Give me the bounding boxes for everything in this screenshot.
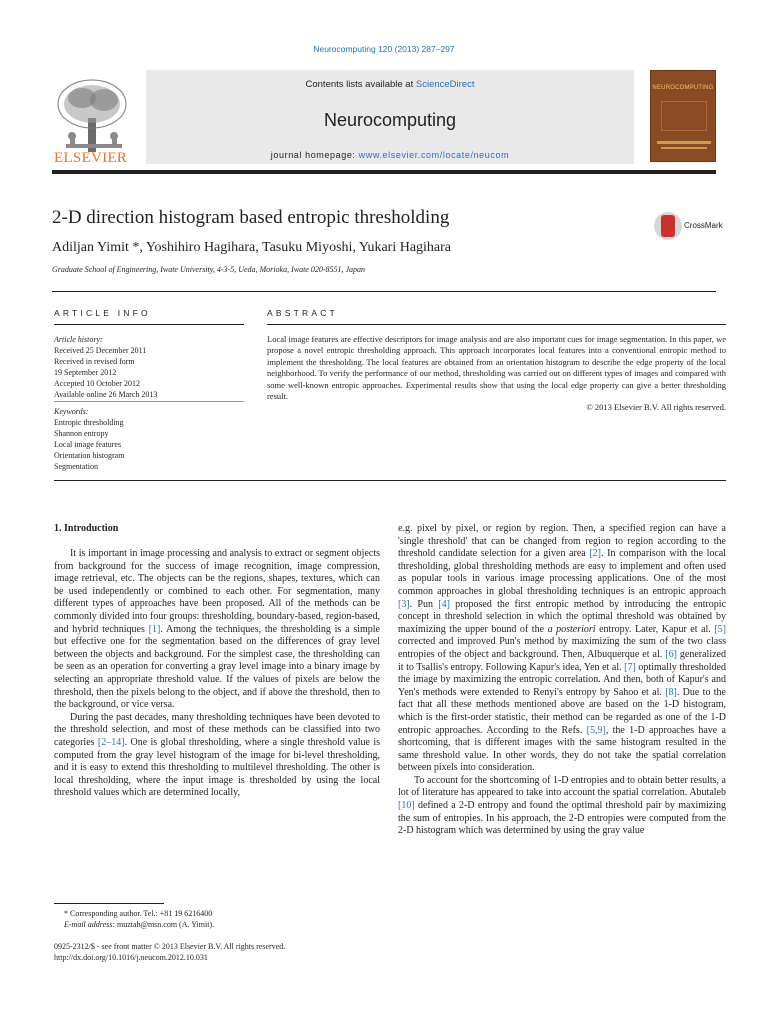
abstract-text: Local image features are effective descriptors for image analysis and are also important cues for image segmentation. In this paper, we propose a novel entropic thresholding approach. This approach incorporates local features into a conventional entropic method to implement the thresholding. The local features are obtained from an orientation histogram to describe the edge property of the local neighborhood. To verify the performance of our method, thresholding was carried out on different types of images and compared with some well-known entropic approaches. Experimental results show that using the local edge property can give a better thresholding result. (267, 334, 726, 402)
article-info-rule (54, 324, 244, 325)
contents-line (146, 79, 634, 90)
citation-link[interactable]: [10] (398, 800, 415, 812)
cover-title: NEUROCOMPUTING (652, 85, 714, 91)
citation-link[interactable]: [2] (589, 548, 602, 560)
citation-link[interactable]: [3] (398, 598, 410, 610)
info-divider (54, 401, 244, 402)
header-divider (52, 291, 716, 292)
crossmark-icon (654, 212, 682, 240)
author-list[interactable]: Adiljan Yimit *, Yoshihiro Hagihara, Tasuku Miyoshi, Yukari Hagihara (52, 240, 452, 255)
email-address[interactable]: muztah@msn.com (A. Yimit). (115, 920, 215, 929)
keyword-item: Shannon entropy (54, 429, 109, 438)
masthead-rule (52, 170, 716, 174)
crossmark-badge[interactable] (654, 212, 734, 242)
abstract-body (267, 334, 726, 414)
abstract-heading: ABSTRACT (267, 308, 338, 318)
history-item: Received in revised form (54, 357, 135, 366)
journal-cover-image[interactable] (650, 70, 716, 162)
paragraph: To account for the shortcoming of 1-D entropies and to obtain better results, a lot of literature has appeared to take into account the spatial correlation. Abutaleb [10] defined a 2-D entropy and found the optimal threshold pair by maximizing the sum of entropies. In his approach, the 2-D entropies were computed from the 2-D histogram which was determined by using the gray value (398, 774, 726, 837)
cover-graphic (661, 101, 707, 131)
keyword-item: Segmentation (54, 462, 98, 471)
masthead (52, 66, 716, 168)
footnote (54, 908, 384, 930)
article-history (54, 334, 244, 400)
sciencedirect-link[interactable]: ScienceDirect (415, 79, 475, 90)
homepage-prefix: journal homepage: (270, 150, 359, 160)
body-column-right (398, 523, 726, 838)
abstract-rule (267, 324, 726, 325)
article-info-heading: ARTICLE INFO (54, 308, 151, 318)
journal-title-band (146, 70, 634, 164)
section-heading-introduction: 1. Introduction (54, 523, 119, 534)
history-item: Available online 26 March 2013 (54, 390, 158, 399)
history-item: Accepted 10 October 2012 (54, 379, 140, 388)
history-item: 19 September 2012 (54, 368, 117, 377)
corresponding-author-note: * Corresponding author. Tel.: +81 19 6216400 (64, 909, 213, 918)
history-item: Received 25 December 2011 (54, 346, 147, 355)
journal-reference[interactable]: Neurocomputing 120 (2013) 287–297 (313, 44, 455, 54)
keyword-item: Entropic thresholding (54, 418, 124, 427)
affiliation: Graduate School of Engineering, Iwate University, 4-3-5, Ueda, Morioka, Iwate 020-8551, Japan (52, 265, 366, 274)
copyright-notice: © 2013 Elsevier B.V. All rights reserved. (586, 402, 726, 413)
homepage-line (146, 150, 634, 160)
history-label: Article history: (54, 335, 103, 344)
citation-link[interactable]: [5,9] (586, 724, 606, 736)
body-column-left (54, 548, 380, 800)
doi-link[interactable]: http://dx.doi.org/10.1016/j.neucom.2012.10.031 (54, 953, 208, 962)
keywords (54, 406, 244, 472)
citation-link[interactable]: [6] (665, 648, 677, 660)
footnote-rule (54, 903, 164, 904)
homepage-link[interactable]: www.elsevier.com/locate/neucom (358, 150, 510, 160)
citation-link[interactable]: [5] (714, 623, 727, 635)
paragraph: During the past decades, many thresholding techniques have been devoted to the threshold selection, and most of these methods can be classified into two categories [2–14]. One is global thresholding, where a single threshold value is computed from the gray level histogram of the image for bi-level thresholding, and it is easy to extend this thresholding to multilevel thresholding. The other is local thresholding, where the input image is thresholded by using the local threshold values which are determined locally, (54, 711, 380, 799)
elsevier-wordmark: ELSEVIER (54, 150, 128, 166)
article-title: 2-D direction histogram based entropic thresholding (52, 207, 450, 228)
citation-link[interactable]: [8] (665, 686, 677, 698)
issn-block (54, 941, 384, 963)
journal-name: Neurocomputing (323, 110, 457, 130)
citation-link[interactable]: [2–14] (97, 736, 125, 748)
keyword-item: Local image features (54, 440, 122, 449)
citation-link[interactable]: [1] (148, 623, 161, 635)
cover-stripe (657, 141, 711, 144)
issn-line: 0925-2312/$ - see front matter © 2013 Elsevier B.V. All rights reserved. (54, 942, 286, 951)
keywords-label: Keywords: (54, 407, 89, 416)
email-note: E-mail address: muztah@msn.com (A. Yimit). (64, 920, 215, 929)
paragraph: It is important in image processing and analysis to extract or segment objects from background for the success of image recognition, image compression, image retrieval, etc. The objects can be the regions, shapes, textures, which can be used independently or combined to each other. For segmentation, many different types of approaches have been proposed. All of the methods can be commonly divided into four groups: thresholding, boundary-based, region-based, and hybrid techniques [1]. Among the techniques, the thresholding is a simple but effective one for the segmentation based on the differences of gray level between the objects and background. For the simplest case, the thresholding can be seen as an operation for converting a gray level image into a binary image by selecting an appropriate threshold value. If the values of pixels are below the threshold, then the pixels belong to the object, and if above the threshold, then to the background, or vice versa. (54, 548, 380, 711)
citation-link[interactable]: [4] (438, 598, 450, 610)
contents-prefix: Contents lists available at (305, 79, 416, 90)
abstract-bottom-rule (54, 480, 726, 481)
crossmark-label: CrossMark (684, 221, 723, 230)
cover-stripe (661, 147, 707, 149)
paragraph: e.g. pixel by pixel, or region by region. Then, a specified region can have a 'single threshold' that can be changed from region to region according to the threshold candidate selection for a given area [2]. In comparison with the local thresholding, global thresholding methods are easy to implement and often used as popular tools in various image processing applications. One of the most common approaches in global thresholding techniques is an entropic approach [3]. Pun [4] proposed the first entropic method by introducing the entropic concept in threshold selection in which the optimal threshold was obtained by maximizing the upper bound of the a posteriori entropy. Later, Kapur et al. [5] corrected and improved Pun's method by maximizing the sum of the two class entropies of the object and background. Then, Albuquerque et al. [6] generalized it to Tsallis's entropy. Following Kapur's idea, Yen et al. [7] optimally thresholded the image by maximizing the entropic correlation. And then, both of Kapur's and Yen's methods were extended to Renyi's entropy by Sahoo et al. [8]. Due to the fact that all these methods mentioned above are based on the 1-D histogram, which is the first-order statistic, their method can be regarded as one of the 1-D entropic approaches. According to the Refs. [5,9], the 1-D approaches have a shortcoming, that is different images with the same histogram resulted in the same threshold value. In other words, they do not take the spatial correlation between pixels into consideration. (398, 523, 727, 774)
citation-link[interactable]: [7] (624, 661, 636, 673)
keyword-item: Orientation histogram (54, 451, 125, 460)
